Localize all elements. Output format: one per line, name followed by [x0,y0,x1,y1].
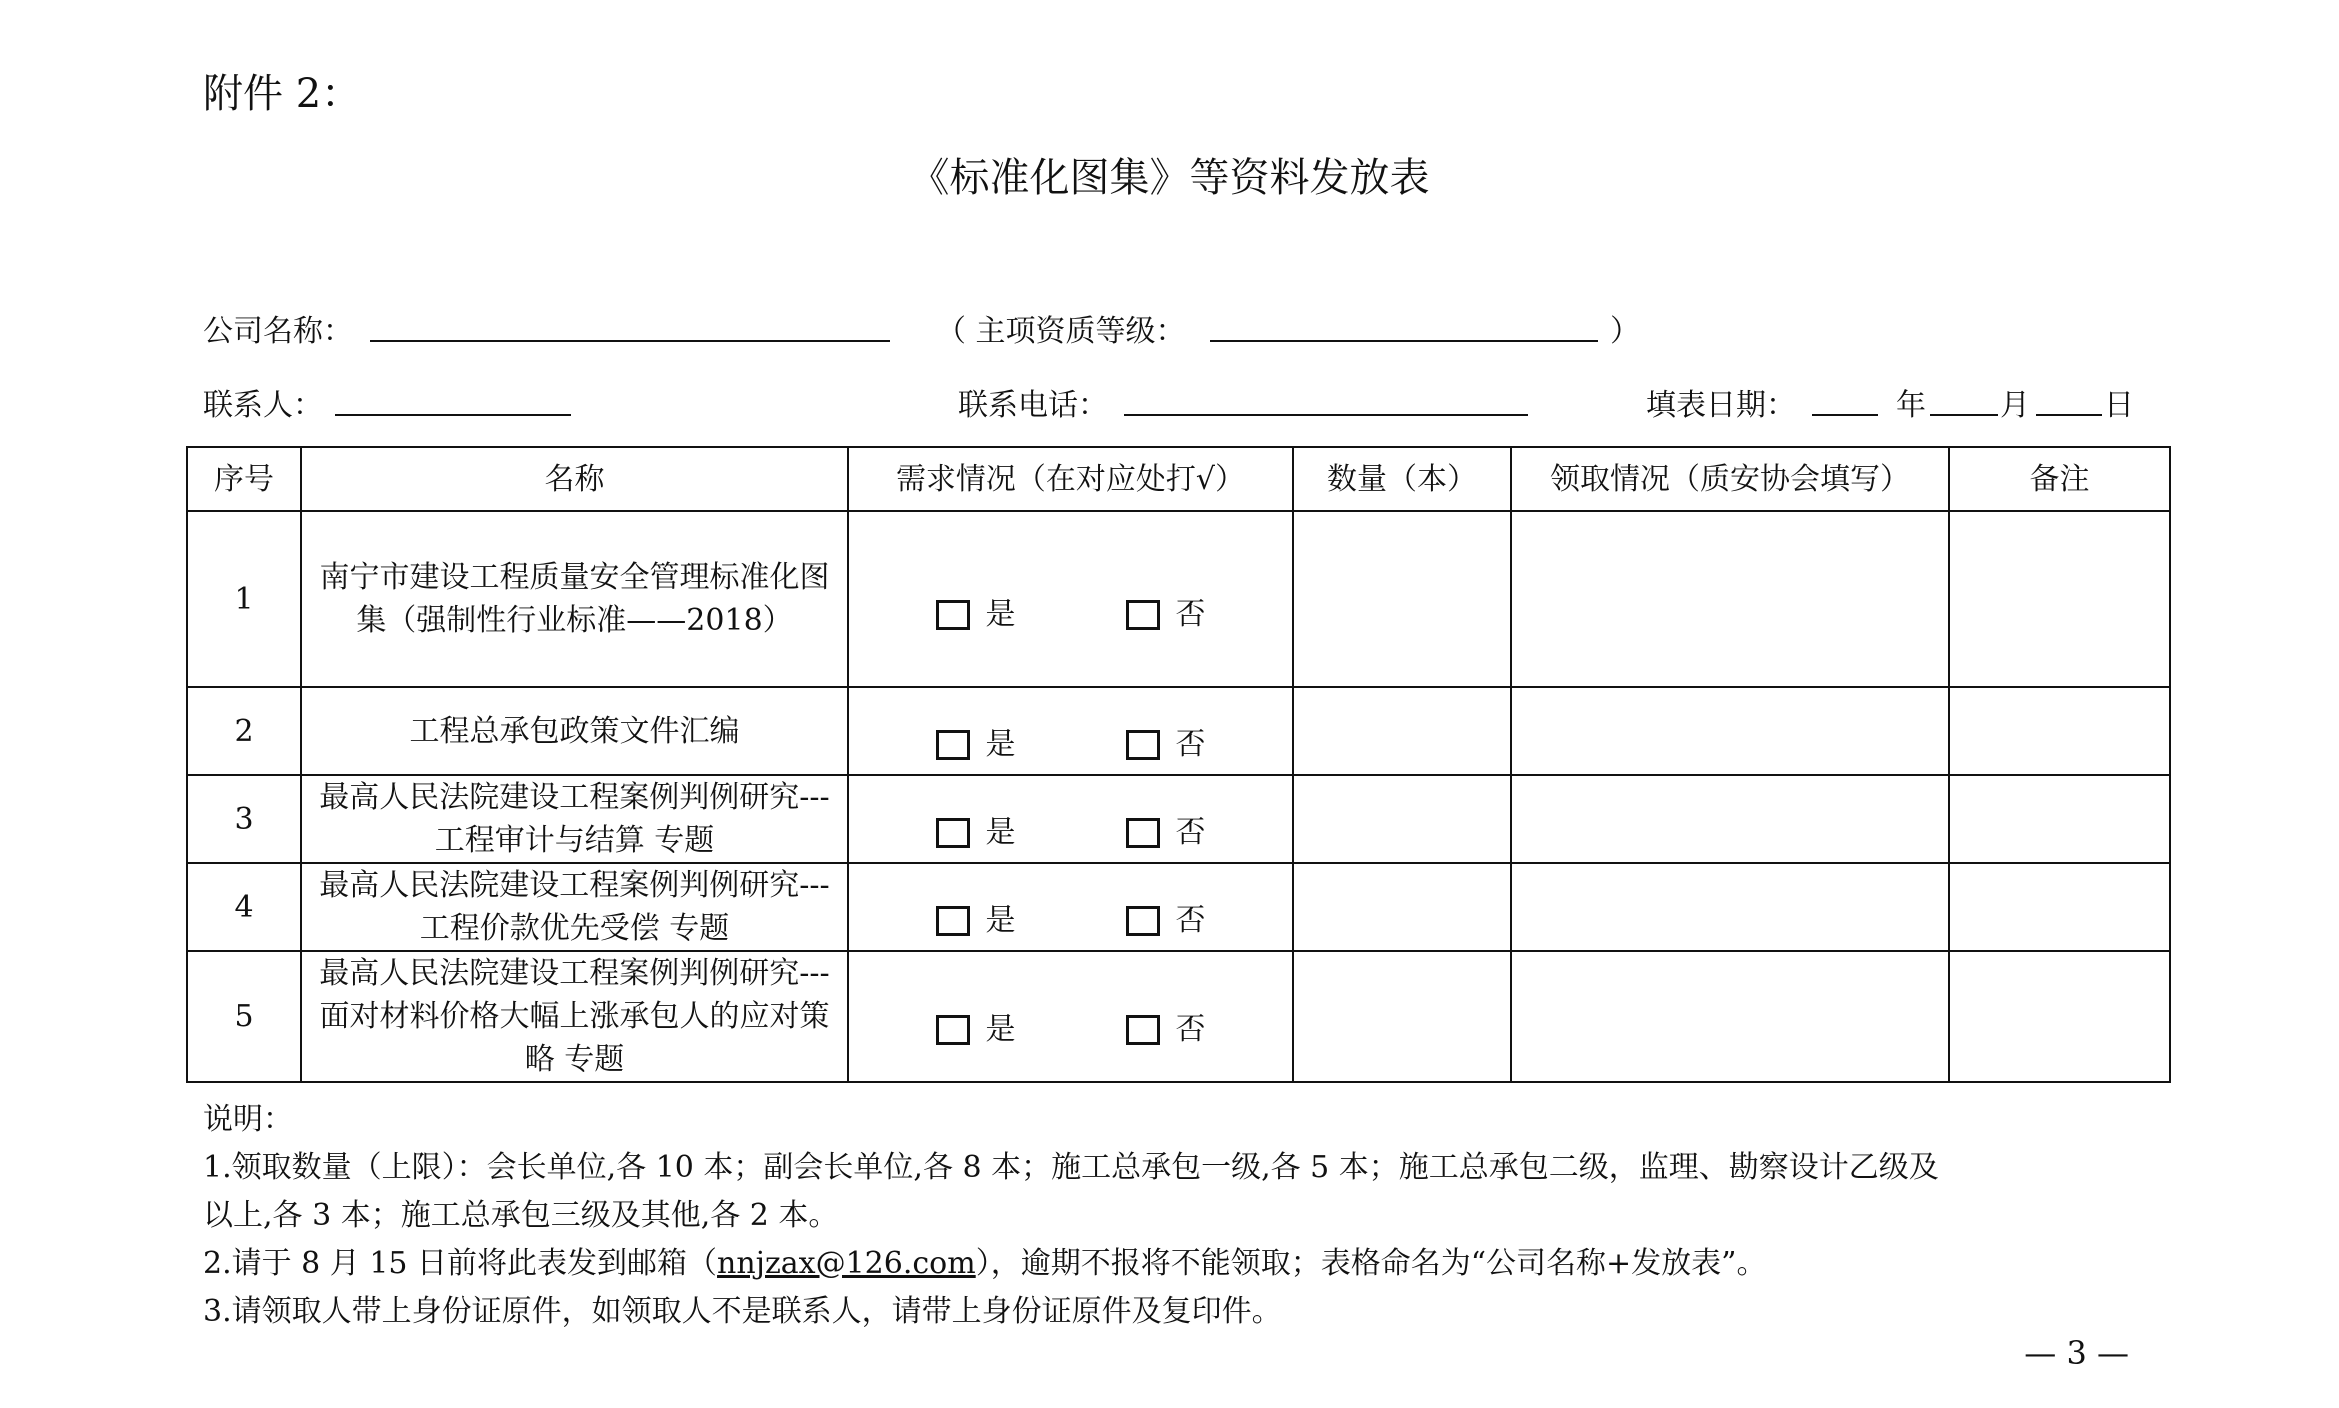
demand-cell [848,863,1293,951]
contact-phone-field[interactable] [1124,414,1528,416]
demand-cell [848,951,1293,1082]
row-item-name: 工程总承包政策文件汇编 [301,687,848,775]
yes-checkbox[interactable] [936,1015,970,1045]
day-field[interactable] [2036,414,2102,416]
receipt-cell[interactable] [1511,863,1949,951]
row-item-name: 南宁市建设工程质量安全管理标准化图集（强制性行业标准——2018） [301,511,848,687]
table-row [187,511,2170,687]
quantity-cell[interactable] [1293,951,1511,1082]
quantity-cell[interactable] [1293,863,1511,951]
header-serial: 序号 [187,447,301,511]
remarks-cell[interactable] [1949,775,2170,863]
header-remarks: 备注 [1949,447,2170,511]
quantity-cell[interactable] [1293,775,1511,863]
table-header-row [187,447,2170,511]
month-field[interactable] [1930,414,1998,416]
note-item-2-before: 2.请于 8 月 15 日前将此表发到邮箱（ [203,1246,718,1281]
contact-person-field[interactable] [335,414,571,416]
demand-cell [848,775,1293,863]
note-item-1-line-2: 以上,各 3 本；施工总承包三级及其他,各 2 本。 [203,1198,839,1233]
note-item-2-after: ），逾期不报将不能领取；表格命名为“公司名称+发放表”。 [975,1246,1767,1281]
demand-cell [848,511,1293,687]
receipt-cell[interactable] [1511,951,1949,1082]
quantity-cell[interactable] [1293,687,1511,775]
no-checkbox[interactable] [1126,730,1160,760]
table-row [187,951,2170,1082]
no-label: 否 [1175,1012,1206,1047]
row-item-name: 最高人民法院建设工程案例判例研究---工程价款优先受偿 专题 [301,863,848,951]
row-serial: 5 [187,951,301,1082]
yes-checkbox[interactable] [936,906,970,936]
yes-label: 是 [985,815,1016,850]
no-label: 否 [1175,903,1206,938]
year-field[interactable] [1812,414,1878,416]
company-name-field[interactable] [370,340,890,342]
note-item-2 [203,1238,1767,1282]
row-serial: 1 [187,511,301,687]
row-item-name: 最高人民法院建设工程案例判例研究---工程审计与结算 专题 [301,775,848,863]
header-receipt: 领取情况（质安协会填写） [1511,447,1949,511]
contact-phone-label: 联系电话： [958,388,1108,423]
notes-heading: 说明： [203,1102,293,1137]
company-name-label: 公司名称： [203,314,353,349]
no-label: 否 [1175,597,1206,632]
demand-cell [848,687,1293,775]
month-label: 月 [2000,388,2030,423]
receipt-cell[interactable] [1511,775,1949,863]
table-row [187,687,2170,775]
qualification-label: （ 主项资质等级： [936,314,1186,349]
receipt-cell[interactable] [1511,687,1949,775]
yes-label: 是 [985,903,1016,938]
day-label: 日 [2104,388,2134,423]
yes-checkbox[interactable] [936,600,970,630]
yes-label: 是 [985,597,1016,632]
row-serial: 2 [187,687,301,775]
table-row [187,863,2170,951]
no-checkbox[interactable] [1126,906,1160,936]
note-item-3: 3.请领取人带上身份证原件，如领取人不是联系人，请带上身份证原件及复印件。 [203,1294,1282,1329]
remarks-cell[interactable] [1949,951,2170,1082]
remarks-cell[interactable] [1949,687,2170,775]
receipt-cell[interactable] [1511,511,1949,687]
header-quantity: 数量（本） [1293,447,1511,511]
yes-label: 是 [985,727,1016,762]
no-label: 否 [1175,727,1206,762]
no-label: 否 [1175,815,1206,850]
row-item-name: 最高人民法院建设工程案例判例研究---面对材料价格大幅上涨承包人的应对策略 专题 [301,951,848,1082]
row-serial: 4 [187,863,301,951]
fill-date-label: 填表日期： [1646,388,1796,423]
no-checkbox[interactable] [1126,818,1160,848]
qualification-close: ） [1610,314,1640,349]
page-number: — 3 — [2024,1334,2129,1372]
yes-label: 是 [985,1012,1016,1047]
attachment-label: 附件 2： [203,71,362,117]
no-checkbox[interactable] [1126,600,1160,630]
remarks-cell[interactable] [1949,511,2170,687]
table-row [187,775,2170,863]
header-demand: 需求情况（在对应处打√） [848,447,1293,511]
no-checkbox[interactable] [1126,1015,1160,1045]
row-serial: 3 [187,775,301,863]
email-link[interactable]: nnjzax@126.com [717,1246,976,1281]
header-name: 名称 [301,447,848,511]
qualification-field[interactable] [1210,340,1598,342]
document-title: 《标准化图集》等资料发放表 [909,155,1430,201]
note-item-1-line-1: 1.领取数量（上限）：会长单位,各 10 本；副会长单位,各 8 本；施工总承包一级,各 5 本；施工总承包二级，监理、勘察设计乙级及 [203,1150,1939,1185]
remarks-cell[interactable] [1949,863,2170,951]
year-label: 年 [1896,388,1926,423]
yes-checkbox[interactable] [936,730,970,760]
contact-person-label: 联系人： [203,388,323,423]
yes-checkbox[interactable] [936,818,970,848]
quantity-cell[interactable] [1293,511,1511,687]
distribution-table [186,446,2171,1083]
